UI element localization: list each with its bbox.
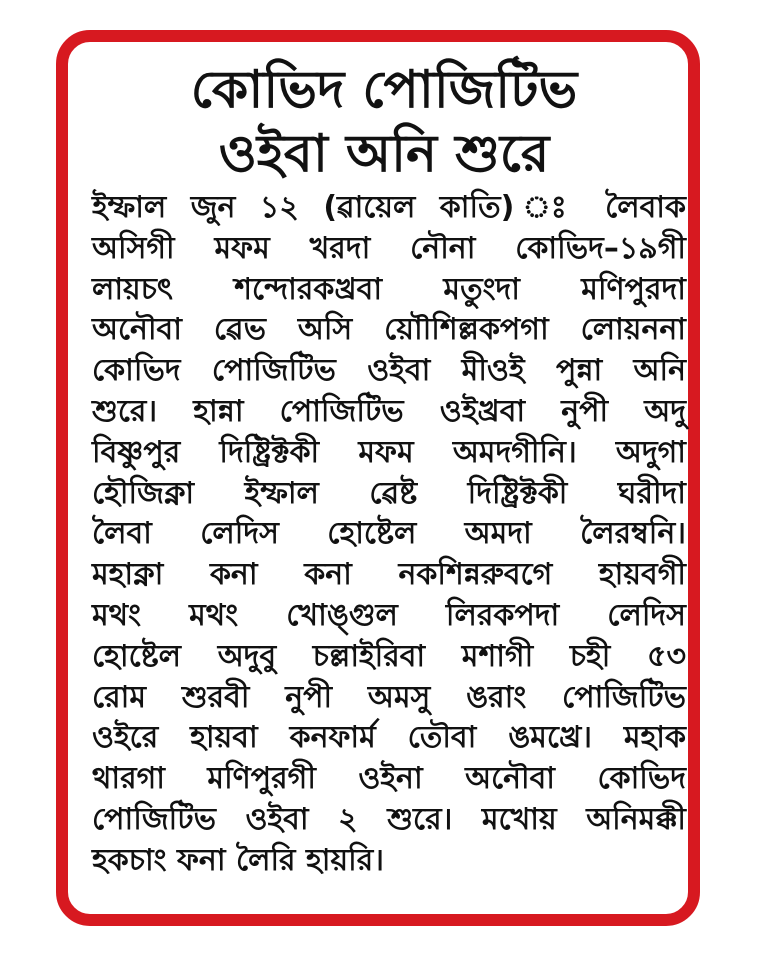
article-line-last: হকচাং ফনা লৈরি হায়রি।: [92, 842, 384, 878]
article-line: ওইরে হায়বা কনফার্ম তৌবা ঙমখ্রে। মহাক: [92, 720, 686, 756]
article-line: পোজিটিভ ওইবা ২ শুরে। মখোয় অনিমক্কী: [92, 801, 686, 837]
article-line: মথং মথং খোঙ্গুল লিরকপদা লেদিস: [92, 597, 686, 633]
article-body: [92, 188, 686, 882]
article-line: হোষ্টেল অদুবু চল্লাইরিবা মশাগী চহী ৫৩: [92, 638, 686, 674]
headline-line-1: কোভিদ পোজিটিভ: [190, 60, 578, 120]
article-line: ইম্ফাল জুন ১২ (ৱায়েল কাতি) ঃ লৈবাক: [92, 190, 686, 225]
headline-line-2: ওইবা অনি শুরে: [218, 124, 550, 184]
headline: [80, 58, 688, 186]
article-line: শুরে। হান্না পোজিটিভ ওইখ্রবা নুপী অদু: [92, 393, 686, 429]
article-line: অসিগী মফম খরদা নৌনা কোভিদ–১৯গী: [92, 230, 686, 266]
article-line: বিষ্ণুপুর দিষ্ট্রিক্টকী মফম অমদগীনি। অদুগা: [92, 434, 686, 470]
article-line: হৌজিক্না ইম্ফাল ৱেষ্ট দিষ্ট্রিক্টকী ঘরীদা: [92, 475, 686, 511]
article-line: অনৌবা ৱেভ অসি য়োৗশিল্লকপগা লোয়ননা: [92, 312, 686, 348]
article-line: রোম শুরবী নুপী অমসু ঙরাং পোজিটিভ: [92, 679, 686, 715]
article-line: লৈবা লেদিস হোষ্টেল অমদা লৈরম্বনি।: [92, 516, 686, 552]
article-line: থারগা মণিপুরগী ওইনা অনৌবা কোভিদ: [92, 761, 686, 797]
article-line: লায়চৎ শন্দোরকখ্রবা মতুংদা মণিপুরদা: [92, 271, 686, 307]
article-line: মহাক্না কনা কনা নকশিন্নরুবগে হায়বগী: [92, 557, 686, 593]
article-line: কোভিদ পোজিটিভ ওইবা মীওই পুন্না অনি: [92, 353, 686, 389]
